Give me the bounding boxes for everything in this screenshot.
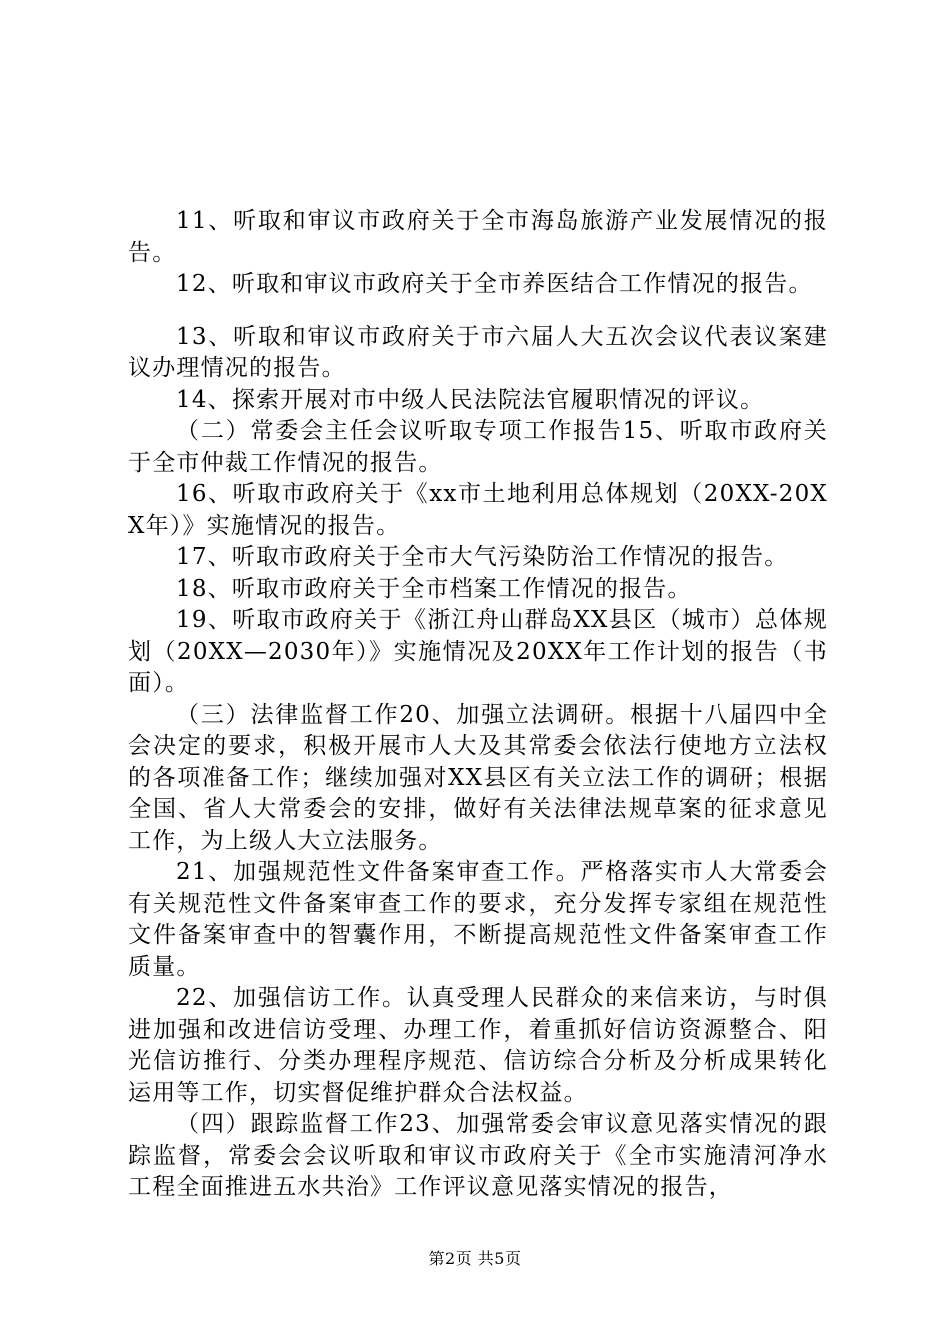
paragraph-item-13: 13、听取和审议市政府关于市六届人大五次会议代表议案建议办理情况的报告。 <box>128 323 828 381</box>
paragraph-item-12: 12、听取和审议市政府关于全市养医结合工作情况的报告。 <box>176 271 813 297</box>
paragraph-item-19: 19、听取市政府关于《浙江舟山群岛XX县区（城市）总体规划（20XX—2030年）》实施情况及20XX年工作计划的报告（书面）。 <box>128 607 828 696</box>
paragraph-item-22: 22、加强信访工作。认真受理人民群众的来信来访，与时俱进加强和改进信访受理、办理工作，着重抓好信访资源整合、阳光信访推行、分类办理程序规范、信访综合分析及分析成果转化运用等工作，切实督促维护群众合法权益。 <box>128 985 828 1106</box>
paragraph-item-11: 11、听取和审议市政府关于全市海岛旅游产业发展情况的报告。 <box>128 208 828 266</box>
paragraph-section-4-item-23: （四）跟踪监督工作23、加强常委会审议意见落实情况的跟踪监督，常委会会议听取和审议市政府关于《全市实施清河净水工程全面推进五水共治》工作评议意见落实情况的报告， <box>128 1111 828 1200</box>
page-number-footer: 第2页 共5页 <box>428 1249 522 1268</box>
document-body <box>128 206 828 1204</box>
paragraph-item-16: 16、听取市政府关于《xx市土地利用总体规划（20XX-20XX年）》实施情况的报告。 <box>128 481 828 539</box>
paragraph-section-3-item-20: （三）法律监督工作20、加强立法调研。根据十八届四中全会决定的要求，积极开展市人大及其常委会依法行使地方立法权的各项准备工作；继续加强对XX县区有关立法工作的调研；根据全国、省人大常委会的安排，做好有关法律法规草案的征求意见工作，为上级人大立法服务。 <box>128 701 828 854</box>
paragraph-item-18: 18、听取市政府关于全市档案工作情况的报告。 <box>176 575 692 602</box>
paragraph-section-2-item-15: （二）常委会主任会议听取专项工作报告15、听取市政府关于全市仲裁工作情况的报告。 <box>128 418 828 476</box>
paragraph-item-17: 17、听取市政府关于全市大气污染防治工作情况的报告。 <box>176 544 789 570</box>
paragraph-item-14: 14、探索开展对市中级人民法院法官履职情况的评议。 <box>176 386 765 413</box>
paragraph-item-21: 21、加强规范性文件备案审查工作。严格落实市人大常委会有关规范性文件备案审查工作的要求，充分发挥专家组在规范性文件备案审查中的智囊作用，不断提高规范性文件备案审查工作质量。 <box>128 859 828 980</box>
